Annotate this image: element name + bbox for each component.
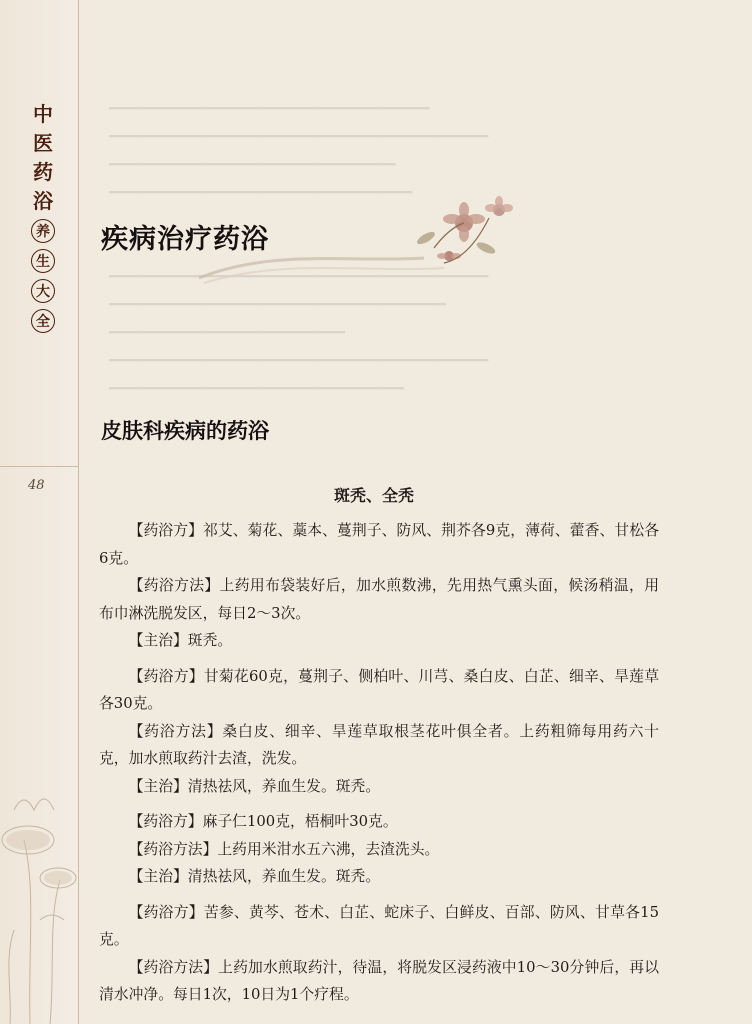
paragraph: 【药浴方法】上药加水煎取药汁，待温，将脱发区浸药液中10～30分钟后，再以清水冲净。每日1次，10日为1个疗程。 [99,958,659,1003]
paragraph: 【药浴方】甘菊花60克，蔓荆子、侧柏叶、川芎、桑白皮、白芷、细辛、旱莲草各30克。 [99,667,659,712]
book-title-circled-char: 养 [31,219,55,243]
paragraph: 【药浴方法】上药用米泔水五六沸，去渣洗头。 [128,840,440,858]
page-content [79,0,752,1024]
book-title-char: 浴 [33,189,53,213]
lotus-illustration-icon [0,690,78,1024]
book-title-circled-char: 生 [31,249,55,273]
paragraph: 【药浴方法】桑白皮、细辛、旱莲草取根茎花叶俱全者。上药粗筛每用药六十克，加水煎取药汁去渣，洗发。 [99,722,659,767]
paragraph: 【主治】斑秃。 [128,632,233,649]
paragraph: 【药浴方】祁艾、菊花、藁本、蔓荆子、防风、荆芥各9克，薄荷、藿香、甘松各6克。 [99,522,659,567]
sidebar-margin [0,0,78,1024]
page-number: 48 [28,478,45,493]
book-title-vertical [28,100,58,336]
topic-title: 斑秃、全秃 [333,486,414,505]
sub-heading: 皮肤科疾病的药浴 [101,418,269,443]
book-title-char: 医 [33,131,53,155]
book-title-circled-char: 大 [31,279,55,303]
book-title-char: 中 [33,102,53,126]
paragraph: 【主治】清热祛风，养血生发。斑秃。 [128,868,381,885]
book-title-char: 药 [33,160,53,184]
paragraph: 【主治】清热祛风，养血生发。斑秃。 [128,777,381,795]
bleed-through-texture: ━━━━━━━━━━━━━━━━━━━━━━━━━━━━━━━━━━━━━━ ━━━━━━━━━━━━━━━━━━━━━━━━━━━━━━━━━━━━━━━━━━━━━ ━━━━━━━━━━━━━━━━━━━━━━━━━━━━━━━━━━ ━━━━━━━━━━━━━━━━━━━━━━━━━━━━━━━━━━━━ ━━━━━━━━━━━━━━━━━━━━━━━━━━━━━━━━━━━━━━━━━━━━━ ━━━━━━━━━━━━━━━━━━━━━━━━━━━━━━━━━━━━━━━━ ━━━━━━━━━━━━━━━━━━━━━━━━━━━━ ━━━━━━━━━━━━━━━━━━━━━━━━━━━━━━━━━━━━━━━━━━━━━ ━━━━━━━━━━━━━━━━━━━━━━━━━━━━━━━━━━━ [109,101,489,397]
paragraph: 【药浴方】苦参、黄芩、苍术、白芷、蛇床子、白鲜皮、百部、防风、甘草各15克。 [99,903,659,948]
paragraph: 【药浴方法】上药用布袋装好后，加水煎数沸，先用热气熏头面，候汤稍温，用布巾淋洗脱发区，每日2～3次。 [99,577,659,622]
section-heading: 疾病治疗药浴 [101,224,269,255]
body-text [99,517,659,1009]
book-title-circled-char: 全 [31,309,55,333]
paragraph: 【药浴方】麻子仁100克，梧桐叶30克。 [128,813,398,830]
sidebar-divider [0,466,78,467]
